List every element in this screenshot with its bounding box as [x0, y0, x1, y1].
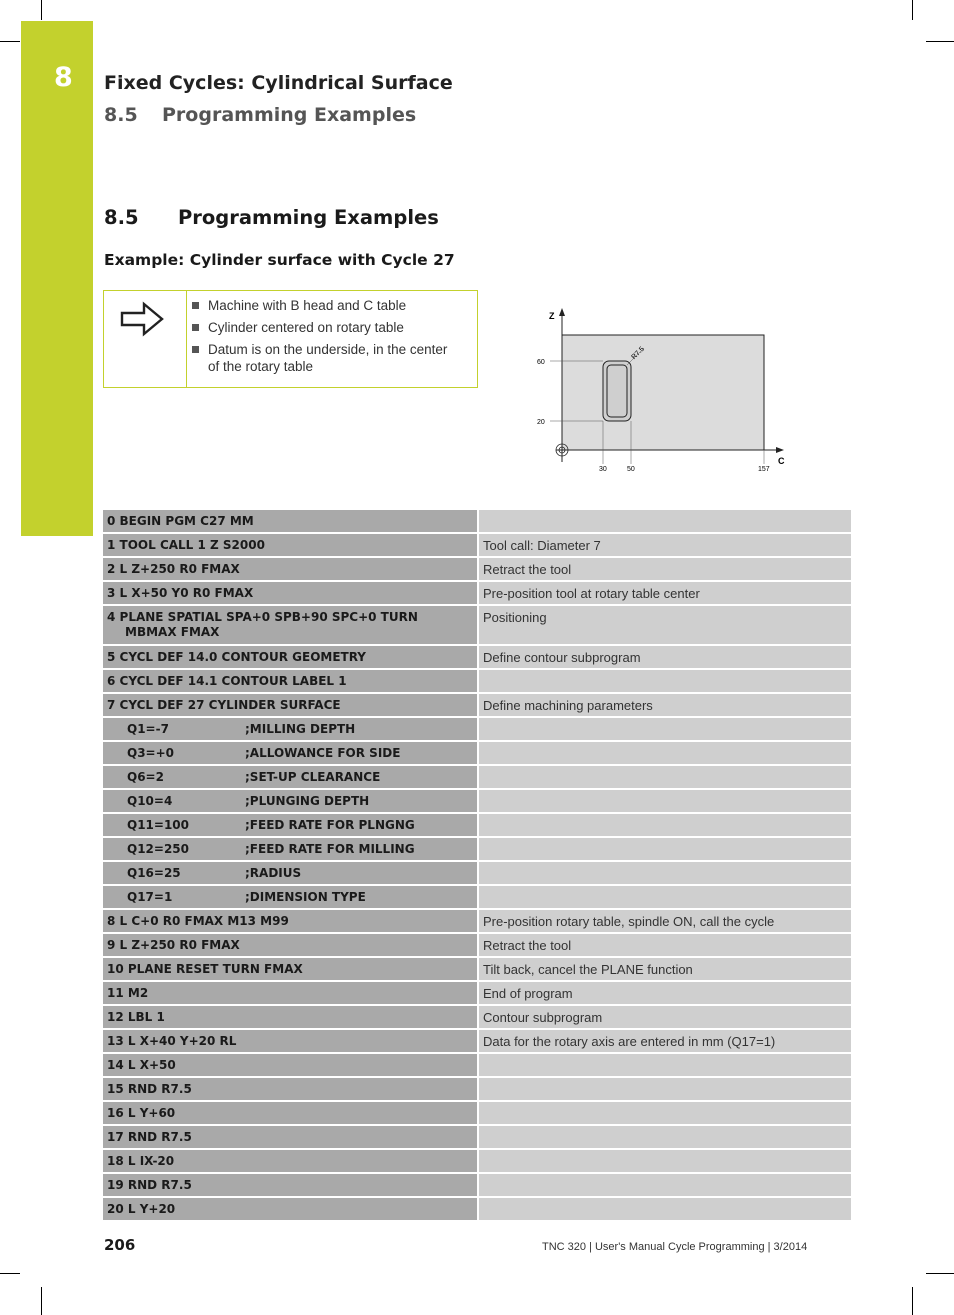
- desc-cell: [477, 838, 851, 860]
- crop-mark: [0, 41, 20, 42]
- note-list: [192, 297, 462, 380]
- param-comment: ;ALLOWANCE FOR SIDE: [245, 745, 401, 760]
- table-row: [103, 862, 851, 884]
- code-cell: [103, 790, 477, 812]
- code-cell: 9 L Z+250 R0 FMAX: [103, 934, 477, 956]
- desc-cell: [477, 1054, 851, 1076]
- running-header-chapter: Fixed Cycles: Cylindrical Surface: [104, 72, 453, 94]
- table-row: [103, 582, 851, 604]
- desc-cell: [477, 742, 851, 764]
- desc-cell: [477, 886, 851, 908]
- footer-text: TNC 320 | User's Manual Cycle Programming | 3/2014: [542, 1241, 808, 1253]
- code-cell: [103, 742, 477, 764]
- param-comment: ;DIMENSION TYPE: [245, 889, 366, 904]
- code-cell: [103, 886, 477, 908]
- code-cell: 8 L C+0 R0 FMAX M13 M99: [103, 910, 477, 932]
- param-comment: ;FEED RATE FOR PLNGNG: [245, 817, 415, 832]
- code-cell: 5 CYCL DEF 14.0 CONTOUR GEOMETRY: [103, 646, 477, 668]
- param-comment: ;MILLING DEPTH: [245, 721, 356, 736]
- param-text: Q6=2: [127, 769, 164, 784]
- chapter-number: 8: [54, 62, 73, 93]
- radius-label: R7.5: [630, 345, 646, 362]
- table-row: [103, 534, 851, 556]
- table-row: [103, 982, 851, 1004]
- table-row: [103, 558, 851, 580]
- param-comment: ;SET-UP CLEARANCE: [245, 769, 381, 784]
- table-row: [103, 1126, 851, 1148]
- z-axis-label: Z: [549, 311, 555, 321]
- note-box: [103, 290, 478, 388]
- crop-mark: [912, 0, 913, 20]
- code-cell: 10 PLANE RESET TURN FMAX: [103, 958, 477, 980]
- contour-drawing: [530, 300, 790, 480]
- desc-cell: Contour subprogram: [477, 1006, 851, 1028]
- code-cell: [103, 814, 477, 836]
- table-row: [103, 1174, 851, 1196]
- running-header-section: [104, 104, 416, 126]
- c-tick-label: 157: [758, 466, 770, 473]
- desc-cell: [477, 1198, 851, 1220]
- running-section-number: 8.5: [104, 104, 138, 126]
- table-row: [103, 958, 851, 980]
- desc-cell: [477, 862, 851, 884]
- c-axis-arrow: [776, 447, 784, 453]
- crop-mark: [926, 1273, 954, 1274]
- crop-mark: [926, 41, 954, 42]
- code-cell: [103, 718, 477, 740]
- code-cell: 1 TOOL CALL 1 Z S2000: [103, 534, 477, 556]
- c-tick-label: 30: [599, 466, 607, 473]
- code-cell: 13 L X+40 Y+20 RL: [103, 1030, 477, 1052]
- note-item: Cylinder centered on rotary table: [192, 319, 462, 336]
- desc-cell: Retract the tool: [477, 934, 851, 956]
- desc-cell: [477, 1126, 851, 1148]
- bullet-square-icon: [192, 324, 199, 331]
- table-row: [103, 1198, 851, 1220]
- table-row: [103, 718, 851, 740]
- section-title: Programming Examples: [178, 206, 439, 229]
- table-row: [103, 742, 851, 764]
- code-cell: [103, 862, 477, 884]
- desc-cell: Pre-position rotary table, spindle ON, call the cycle: [477, 910, 851, 932]
- code-cell: 16 L Y+60: [103, 1102, 477, 1124]
- table-row: [103, 1078, 851, 1100]
- table-row: [103, 1102, 851, 1124]
- crop-mark: [912, 1287, 913, 1315]
- code-cell: 15 RND R7.5: [103, 1078, 477, 1100]
- desc-cell: Tilt back, cancel the PLANE function: [477, 958, 851, 980]
- code-cell: 19 RND R7.5: [103, 1174, 477, 1196]
- code-cell: 3 L X+50 Y0 R0 FMAX: [103, 582, 477, 604]
- param-text: Q1=-7: [127, 721, 169, 736]
- bullet-square-icon: [192, 302, 199, 309]
- param-text: Q16=25: [127, 865, 181, 880]
- example-heading: Example: Cylinder surface with Cycle 27: [104, 251, 455, 269]
- unrolled-surface: [562, 335, 764, 450]
- table-row: [103, 1150, 851, 1172]
- code-cell: 17 RND R7.5: [103, 1126, 477, 1148]
- param-comment: ;PLUNGING DEPTH: [245, 793, 370, 808]
- desc-cell: [477, 790, 851, 812]
- cylinder-contour-figure: [530, 300, 790, 480]
- param-comment: ;RADIUS: [245, 865, 302, 880]
- arrow-right-icon: [104, 291, 186, 387]
- desc-cell: Define machining parameters: [477, 694, 851, 716]
- desc-cell: End of program: [477, 982, 851, 1004]
- table-row: [103, 886, 851, 908]
- z-axis-arrow: [559, 308, 565, 316]
- desc-cell: [477, 510, 851, 532]
- running-section-title: Programming Examples: [162, 104, 417, 126]
- table-row: [103, 670, 851, 692]
- table-row: [103, 1030, 851, 1052]
- code-cell: 0 BEGIN PGM C27 MM: [103, 510, 477, 532]
- bullet-square-icon: [192, 346, 199, 353]
- table-row: [103, 1054, 851, 1076]
- desc-cell: [477, 670, 851, 692]
- table-row: [103, 790, 851, 812]
- desc-cell: [477, 1102, 851, 1124]
- code-cell: 11 M2: [103, 982, 477, 1004]
- section-heading: [104, 206, 439, 229]
- desc-cell: [477, 1150, 851, 1172]
- table-row: [103, 694, 851, 716]
- z-tick-label: 60: [537, 359, 545, 366]
- note-item: Datum is on the underside, in the center of the rotary table: [192, 341, 462, 375]
- code-cell: 18 L IX-20: [103, 1150, 477, 1172]
- desc-cell: [477, 1078, 851, 1100]
- code-cell: 20 L Y+20: [103, 1198, 477, 1220]
- table-row: [103, 766, 851, 788]
- table-row: [103, 606, 851, 644]
- desc-cell: [477, 1174, 851, 1196]
- section-number: 8.5: [104, 206, 139, 229]
- chapter-tab: [21, 21, 93, 536]
- code-cell: [103, 838, 477, 860]
- crop-mark: [0, 1273, 20, 1274]
- code-cell: [103, 606, 477, 644]
- table-row: [103, 510, 851, 532]
- desc-cell: Data for the rotary axis are entered in mm (Q17=1): [477, 1030, 851, 1052]
- desc-cell: Retract the tool: [477, 558, 851, 580]
- table-row: [103, 814, 851, 836]
- code-text: 4 PLANE SPATIAL SPA+0 SPB+90 SPC+0 TURN MBMAX FMAX: [107, 610, 418, 639]
- note-item: Machine with B head and C table: [192, 297, 462, 314]
- param-comment: ;FEED RATE FOR MILLING: [245, 841, 415, 856]
- desc-cell: Define contour subprogram: [477, 646, 851, 668]
- crop-mark: [41, 1287, 42, 1315]
- z-tick-label: 20: [537, 419, 545, 426]
- code-cell: 6 CYCL DEF 14.1 CONTOUR LABEL 1: [103, 670, 477, 692]
- table-row: [103, 910, 851, 932]
- table-row: [103, 838, 851, 860]
- param-text: Q17=1: [127, 889, 173, 904]
- desc-cell: [477, 814, 851, 836]
- param-text: Q11=100: [127, 817, 190, 832]
- desc-cell: [477, 766, 851, 788]
- page-number: 206: [104, 1236, 136, 1254]
- code-cell: 2 L Z+250 R0 FMAX: [103, 558, 477, 580]
- code-cell: 7 CYCL DEF 27 CYLINDER SURFACE: [103, 694, 477, 716]
- param-text: Q12=250: [127, 841, 190, 856]
- table-row: [103, 1006, 851, 1028]
- desc-cell: Pre-position tool at rotary table center: [477, 582, 851, 604]
- desc-cell: Tool call: Diameter 7: [477, 534, 851, 556]
- code-cell: 14 L X+50: [103, 1054, 477, 1076]
- param-text: Q10=4: [127, 793, 173, 808]
- note-arrow-cell: [104, 291, 187, 387]
- code-cell: 12 LBL 1: [103, 1006, 477, 1028]
- nc-program-table: [103, 508, 851, 1222]
- desc-cell: [477, 718, 851, 740]
- crop-mark: [41, 0, 42, 20]
- table-row: [103, 934, 851, 956]
- c-axis-label: C: [778, 456, 785, 466]
- param-text: Q3=+0: [127, 745, 175, 760]
- desc-cell: Positioning: [477, 606, 851, 644]
- table-row: [103, 646, 851, 668]
- c-tick-label: 50: [627, 466, 635, 473]
- code-cell: [103, 766, 477, 788]
